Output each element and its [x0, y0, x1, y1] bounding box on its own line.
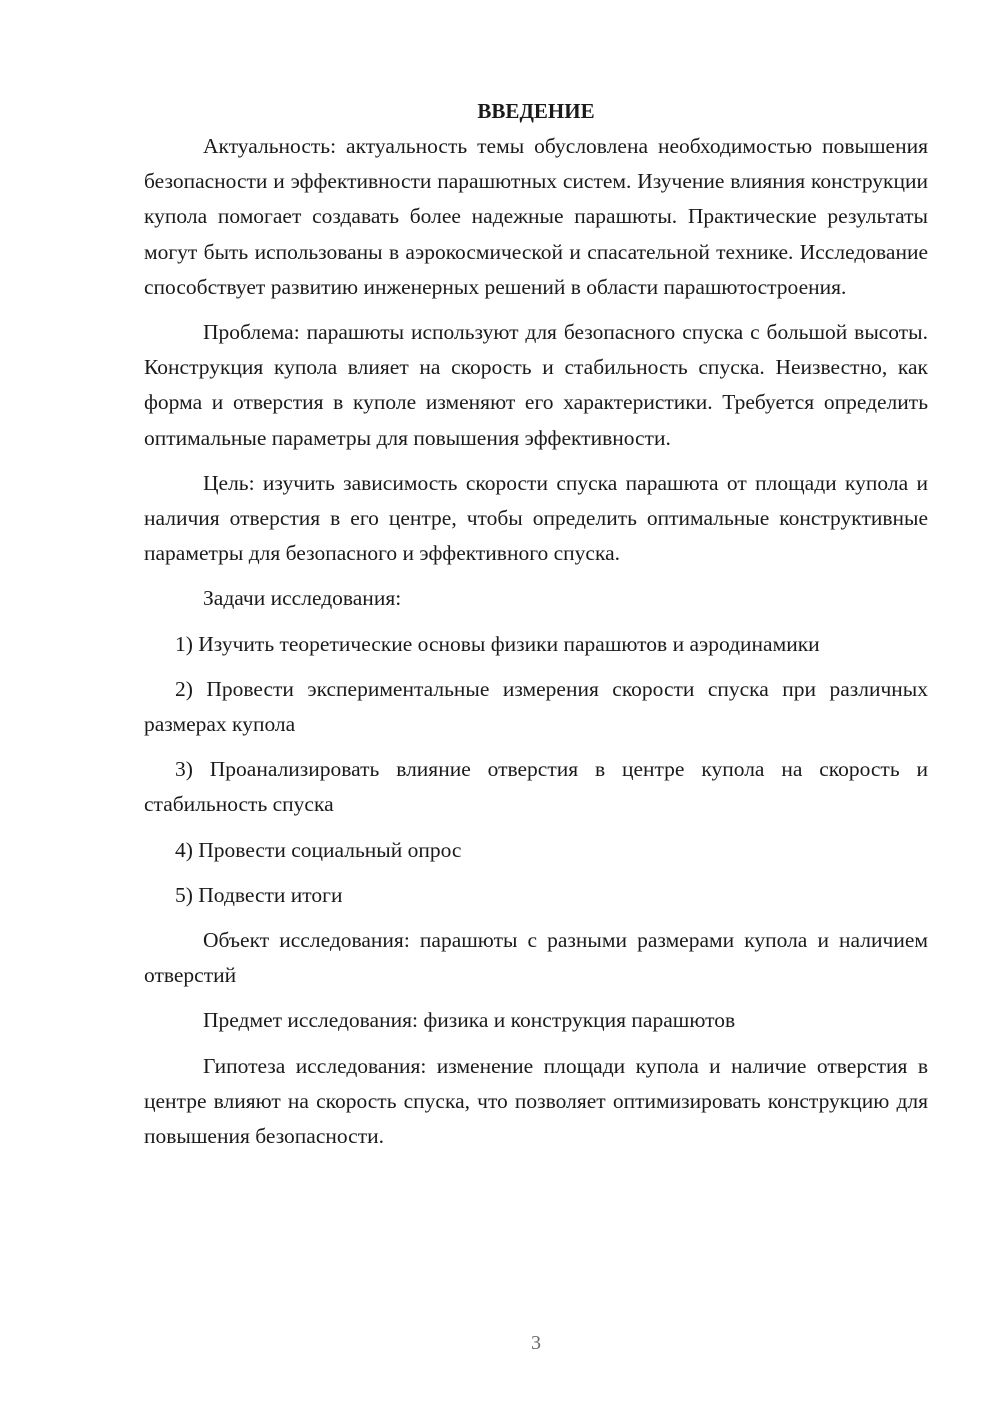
task-item-2: 2) Провести экспериментальные измерения скорости спуска при различных размерах купола [144, 676, 928, 737]
subject-paragraph: Предмет исследования: физика и конструкция парашютов [203, 1008, 736, 1033]
page-content [144, 94, 928, 1154]
section-title: ВВЕДЕНИЕ [477, 99, 595, 123]
tasks-heading: Задачи исследования: [203, 586, 402, 611]
task-item-1: 1) Изучить теоретические основы физики парашютов и аэродинамики [175, 631, 820, 656]
task-item-5: 5) Подвести итоги [175, 882, 343, 907]
task-item-3: 3) Проанализировать влияние отверстия в центре купола на скорость и стабильность спуска [144, 757, 928, 817]
hypothesis-paragraph: Гипотеза исследования: изменение площади купола и наличие отверстия в центре влияют на скорость спуска, что позволяет оптимизировать конструкцию для повышения безопасности. [144, 1053, 928, 1149]
page-number: 3 [531, 1332, 541, 1354]
relevance-paragraph: Актуальность: актуальность темы обусловлена необходимостью повышения безопасности и эффективности парашютных систем. Изучение влияния конструкции купола помогает создавать более надежные парашюты. Практические результаты могут быть использованы в аэрокосмической и спасательной технике. Исследование способствует развитию инженерных решений в области парашютостроения. [144, 134, 928, 299]
object-paragraph: Объект исследования: парашюты с разными размерами купола и наличием отверстий [144, 928, 928, 988]
problem-paragraph: Проблема: парашюты используют для безопасного спуска с большой высоты. Конструкция купола влияет на скорость и стабильность спуска. Неизвестно, как форма и отверстия в куполе изменяют его характеристики. Требуется определить оптимальные параметры для повышения эффективности. [144, 320, 928, 450]
goal-paragraph: Цель: изучить зависимость скорости спуска парашюта от площади купола и наличия отверстия в его центре, чтобы определить оптимальные конструктивные параметры для безопасного и эффективного спуска. [144, 470, 928, 566]
task-item-4: 4) Провести социальный опрос [175, 837, 462, 862]
